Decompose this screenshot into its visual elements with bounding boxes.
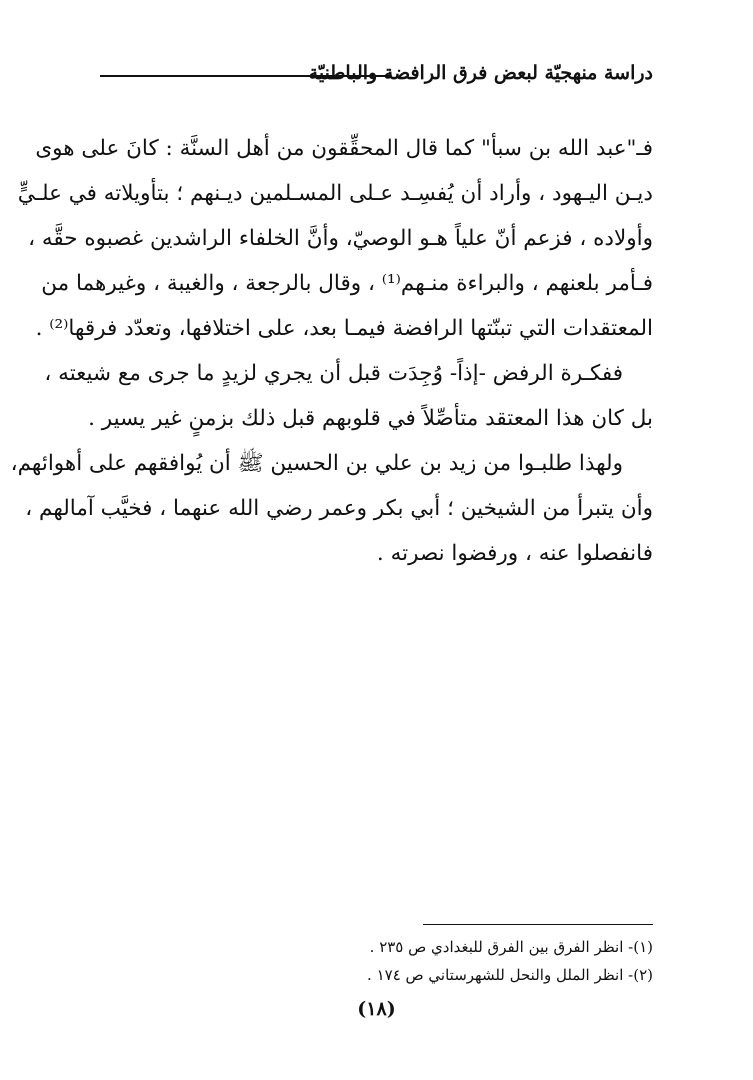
body-text xyxy=(10,126,653,576)
text-line: بل كان هذا المعتقد متأصِّلاً في قلوبهم قبل ذلك بزمنٍ غير يسير . xyxy=(88,406,653,431)
text-line: ولهذا طلبـوا من زيد بن علي بن الحسين ﷺ أن يُوافقهم على أهوائهم، xyxy=(10,451,623,476)
text-line: وأولاده ، فزعم أنّ علياً هـو الوصيّ، وأنَّ الخلفاء الراشدين غصبوه حقَّه ، xyxy=(28,226,653,251)
text-line: فـ"عبد الله بن سبأ" كما قال المحقِّقون من أهل السنَّة : كانَ على هوى xyxy=(35,136,653,161)
page-number: (١٨) xyxy=(357,998,396,1020)
header-rule xyxy=(100,75,391,77)
text-line: فـأمر بلعنهم ، والبراءة منـهم⁽¹⁾ ، وقال بالرجعة ، والغيبة ، وغيرهما من xyxy=(41,271,653,296)
text-line: وأن يتبرأ من الشيخين ؛ أبي بكر وعمر رضي الله عنهما ، فخيَّب آمالهم ، xyxy=(25,496,653,521)
paragraph-3 xyxy=(10,441,653,576)
text-line: ديـن اليـهود ، وأراد أن يُفسِـد عـلى المسـلمين ديـنهم ؛ بتأويلاته في علـيٍّ xyxy=(17,181,653,206)
text-line: ففكـرة الرفض -إذاً- وُجِدَت قبل أن يجري لزيدٍ ما جرى مع شيعته ، xyxy=(44,361,623,386)
footnote-1: (١)- انظر الفرق بين الفرق للبغدادي ص ٢٣٥ . xyxy=(369,938,653,956)
text-line: المعتقدات التي تبنّتها الرافضة فيمـا بعد، على اختلافها، وتعدّد فرقها⁽²⁾ . xyxy=(35,316,653,341)
text-line: فانفصلوا عنه ، ورفضوا نصرته . xyxy=(376,541,653,566)
footnote-separator xyxy=(423,924,653,925)
header-title: دراسة منهجيّة لبعض فرق الرافضة والباطنيّة xyxy=(308,62,653,84)
paragraph-1 xyxy=(17,126,653,351)
footnotes xyxy=(100,933,653,989)
footnote-2: (٢)- انظر الملل والنحل للشهرستاني ص ١٧٤ . xyxy=(367,966,653,984)
running-header xyxy=(100,60,653,90)
paragraph-2 xyxy=(44,351,653,441)
